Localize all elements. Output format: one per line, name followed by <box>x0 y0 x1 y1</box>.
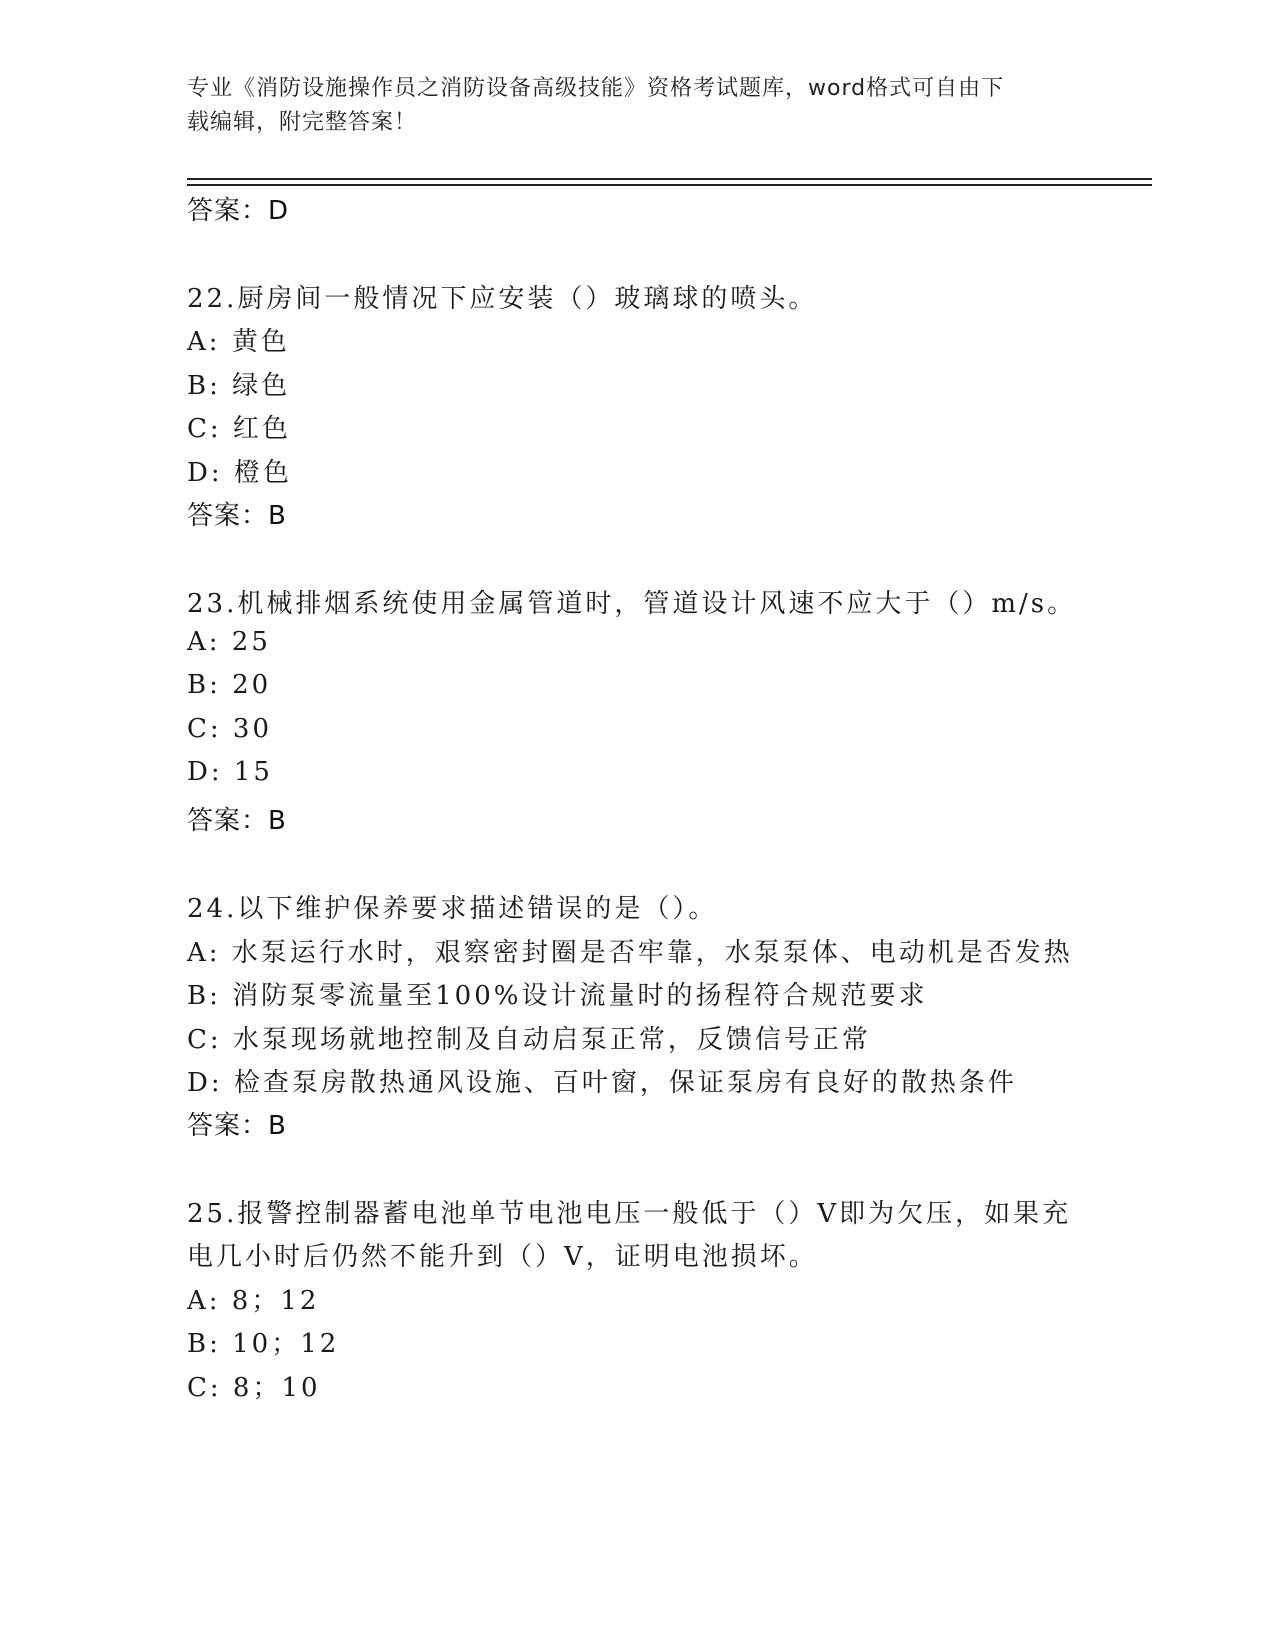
question-22-option-a: A: 黄色 <box>187 327 290 357</box>
question-23-option-d: D: 15 <box>187 757 273 787</box>
document-header <box>187 72 1067 140</box>
question-23-option-c: C: 30 <box>187 714 273 744</box>
question-24-text: 24.以下维护保养要求描述错误的是（）。 <box>187 894 718 924</box>
question-25-text-line-1: 25.报警控制器蓄电池单节电池电压一般低于（）V即为欠压，如果充 <box>187 1199 1072 1229</box>
question-22-option-d: D: 橙色 <box>187 458 292 488</box>
question-23-answer: 答案：B <box>187 806 287 836</box>
previous-answer: 答案：D <box>187 196 290 226</box>
question-25-option-c: C: 8；10 <box>187 1373 321 1403</box>
header-line-2: 载编辑，附完整答案！ <box>187 110 418 135</box>
question-25-option-a: A: 8；12 <box>187 1286 320 1316</box>
question-23-option-b: B: 20 <box>187 670 272 700</box>
question-23-text: 23.机械排烟系统使用金属管道时，管道设计风速不应大于（）m/s。 <box>187 589 1077 619</box>
question-24-answer: 答案：B <box>187 1111 287 1141</box>
question-24-option-b: B: 消防泵零流量至100%设计流量时的扬程符合规范要求 <box>187 981 928 1011</box>
question-24-option-c: C: 水泵现场就地控制及自动启泵正常，反馈信号正常 <box>187 1025 871 1055</box>
header-divider-bottom <box>187 184 1152 186</box>
question-24-option-d: D: 检查泵房散热通风设施、百叶窗，保证泵房有良好的散热条件 <box>187 1068 1017 1098</box>
question-25-text-line-2: 电几小时后仍然不能升到（）V，证明电池损坏。 <box>187 1242 818 1272</box>
question-22-option-c: C: 红色 <box>187 414 291 444</box>
header-line-1: 专业《消防设施操作员之消防设备高级技能》资格考试题库，word格式可自由下 <box>187 76 1005 101</box>
question-22-answer: 答案：B <box>187 501 287 531</box>
question-23-option-a: A: 25 <box>187 627 271 657</box>
question-22-option-b: B: 绿色 <box>187 371 291 401</box>
question-25-option-b: B: 10；12 <box>187 1329 340 1359</box>
question-22-text: 22.厨房间一般情况下应安装（）玻璃球的喷头。 <box>187 284 818 314</box>
header-divider-top <box>187 178 1152 180</box>
question-24-option-a: A: 水泵运行水时，艰察密封圈是否牢靠，水泵泵体、电动机是否发热 <box>187 938 1073 968</box>
